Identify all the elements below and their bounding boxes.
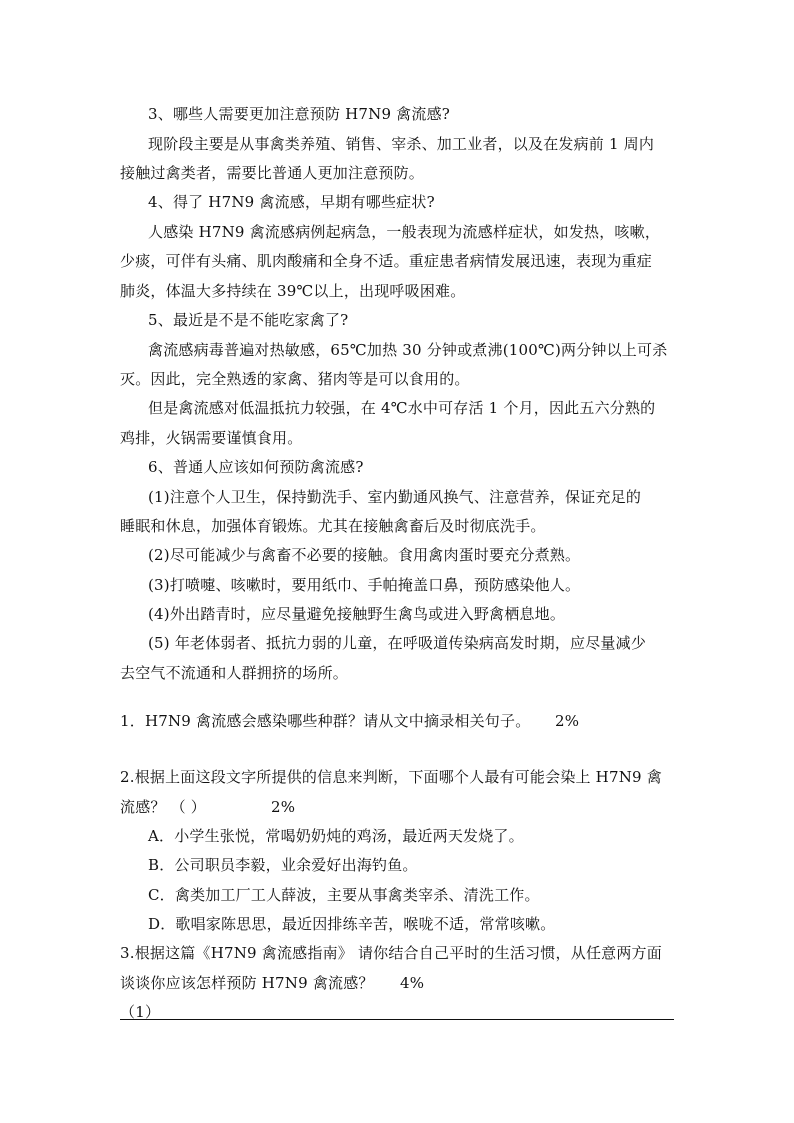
q6-heading: 6、普通人应该如何预防禽流感?	[148, 458, 364, 476]
question-1: 1．H7N9 禽流感会感染哪些种群？请从文中摘录相关句子。	[120, 712, 531, 730]
q5-answer-line-2: 灭。因此，完全熟透的家禽、猪肉等是可以食用的。	[120, 370, 470, 388]
q3-heading: 3、哪些人需要更加注意预防 H7N9 禽流感?	[148, 105, 451, 123]
q4-heading: 4、得了 H7N9 禽流感，早期有哪些症状?	[148, 193, 435, 211]
q4-answer-line-3: 肺炎，体温大多持续在 39℃以上，出现呼吸困难。	[120, 282, 466, 300]
q6-item-2: (2)尽可能减少与禽畜不必要的接触。食用禽肉蛋时要充分煮熟。	[148, 546, 581, 564]
q6-item-1-line-1: (1)注意个人卫生，保持勤洗手、室内勤通风换气、注意营养，保证充足的	[148, 488, 642, 506]
q6-item-1-line-2: 睡眠和休息，加强体育锻炼。尤其在接触禽畜后及时彻底洗手。	[120, 517, 546, 535]
question-2-score: 2%	[271, 798, 296, 816]
question-2-line-1: 2.根据上面这段文字所提供的信息来判断，下面哪个人最有可能会染上 H7N9 禽	[120, 768, 662, 786]
question-3-line-1: 3.根据这篇《H7N9 禽流感指南》 请你结合自己平时的生活习惯，从任意两方面	[120, 944, 662, 962]
q6-item-5-line-1: (5) 年老体弱者、抵抗力弱的儿童，在呼吸道传染病高发时期，应尽量减少	[148, 634, 647, 652]
q5-answer-line-4: 鸡排，火锅需要谨慎食用。	[120, 429, 303, 447]
question-2-line-2: 流感？ （ ）	[120, 798, 206, 816]
q6-item-3: (3)打喷嚏、咳嗽时，要用纸巾、手帕掩盖口鼻，预防感染他人。	[148, 576, 581, 594]
question-3-blank-label: （1）	[120, 1003, 161, 1021]
question-2-option-d: D．歌唱家陈思思，最近因排练辛苦，喉咙不适，常常咳嗽。	[148, 915, 556, 933]
q4-answer-line-2: 少痰，可伴有头痛、肌肉酸痛和全身不适。重症患者病情发展迅速，表现为重症	[120, 252, 653, 270]
question-1-score: 2%	[555, 712, 580, 730]
question-2-option-b: B．公司职员李毅，业余爱好出海钓鱼。	[148, 856, 418, 874]
q6-item-4: (4)外出踏青时，应尽量避免接触野生禽鸟或进入野禽栖息地。	[148, 605, 566, 623]
question-3-score: 4%	[400, 974, 425, 992]
answer-blank-line[interactable]	[120, 1019, 674, 1020]
q5-heading: 5、最近是不是不能吃家禽了?	[148, 311, 349, 329]
q5-answer-line-3: 但是禽流感对低温抵抗力较强，在 4℃水中可存活 1 个月，因此五六分熟的	[148, 399, 656, 417]
question-2-option-c: C．禽类加工厂工人薛波，主要从事禽类宰杀、清洗工作。	[148, 886, 540, 904]
q5-answer-line-1: 禽流感病毒普遍对热敏感，65℃加热 30 分钟或煮沸(100℃)两分钟以上可杀	[148, 341, 668, 359]
q4-answer-line-1: 人感染 H7N9 禽流感病例起病急，一般表现为流感样症状，如发热，咳嗽，	[148, 223, 661, 241]
question-2-option-a: A．小学生张悦，常喝奶奶炖的鸡汤，最近两天发烧了。	[148, 827, 524, 845]
q3-answer-line-2: 接触过禽类者，需要比普通人更加注意预防。	[120, 164, 425, 182]
question-3-line-2: 谈谈你应该怎样预防 H7N9 禽流感？	[120, 974, 374, 992]
q3-answer-line-1: 现阶段主要是从事禽类养殖、销售、宰杀、加工业者，以及在发病前 1 周内	[148, 135, 655, 153]
q6-item-5-line-2: 去空气不流通和人群拥挤的场所。	[120, 664, 349, 682]
